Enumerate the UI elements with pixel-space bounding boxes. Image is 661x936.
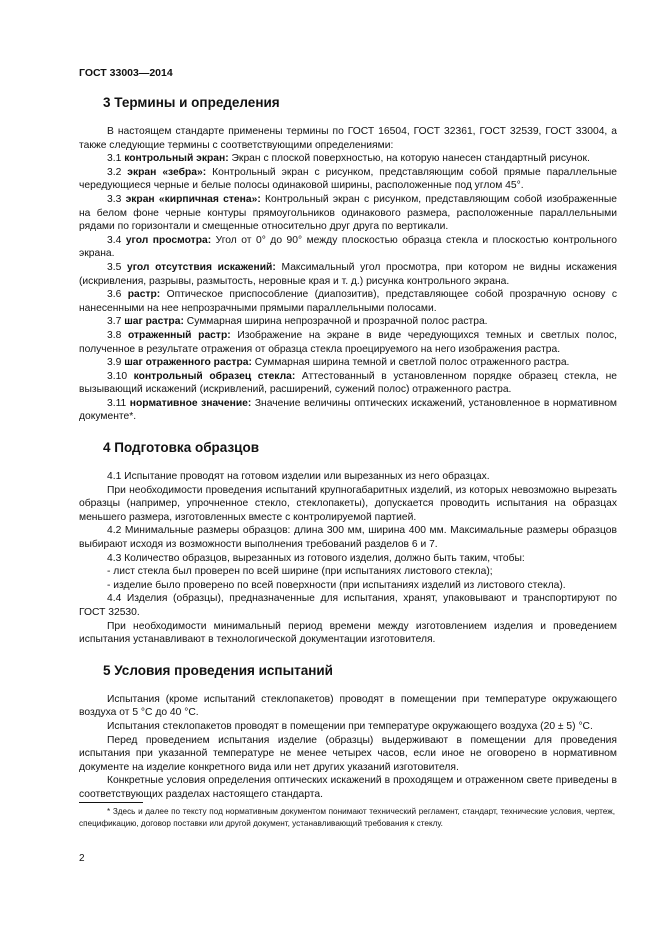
term-text: Контрольный экран с рисунком, представляющим собой изображенные на белом фоне черные контуры прямоугольников одинакового размера, расположенные параллельными рядами по горизонтали и смещенные относительно друг друга по вертикали. (79, 193, 617, 233)
section-3-intro: В настоящем стандарте применены термины по ГОСТ 16504, ГОСТ 32361, ГОСТ 32539, ГОСТ 33004, а также следующие термины с соответствующими определениями: (79, 126, 617, 151)
term-name: экран «зебра»: (127, 166, 207, 178)
term-number: 3.11 (107, 397, 130, 409)
term-definition (79, 166, 617, 193)
term-text: Изображение на экране в виде чередующихся темных и светлых полос, полученное в результате отражения от образца стекла проецируемого на него изображения растра. (79, 329, 617, 355)
section-5-paragraph: Испытания стеклопакетов проводят в помещении при температуре окружающего воздуха (20 ± 5) °С. (107, 720, 593, 732)
term-definition (79, 152, 617, 166)
term-number: 3.3 (107, 193, 126, 205)
term-name: экран «кирпичная стена»: (125, 193, 261, 205)
section-4-paragraph: 4.4 Изделия (образцы), предназначенные для испытания, хранят, упаковывают и транспортируют по ГОСТ 32530. (79, 593, 617, 618)
term-text: Контрольный экран с рисунком, представляющим собой прямые параллельные чередующиеся черные и белые полосы одинаковой ширины, расположенные под углом 45°. (79, 166, 617, 192)
term-text: Оптическое приспособление (диапозитив), представляющее собой прозрачную основу с нанесенными на нее непрозрачными прямыми параллельными полосами. (79, 289, 617, 314)
section-5-paragraph: Перед проведением испытания изделие (образцы) выдерживают в помещении для проведения испытания при указанной температуре не менее четырех часов, если иное не оговорено в нормативном документе на изделие конкретного вида или нет других указаний изготовителя. (79, 734, 617, 773)
term-name: отраженный растр: (127, 329, 231, 341)
term-definition (79, 261, 617, 288)
section-3 (79, 95, 617, 424)
term-number: 3.1 (107, 153, 125, 165)
term-name: шаг растра: (124, 316, 184, 328)
term-definition (79, 370, 617, 397)
term-number: 3.8 (107, 329, 128, 341)
section-4 (79, 440, 617, 647)
section-5 (79, 663, 617, 802)
section-4-paragraph: 4.1 Испытание проводят на готовом изделии или вырезанных из него образцах. (107, 471, 490, 483)
document-body (79, 95, 617, 802)
term-definition (79, 329, 617, 356)
term-text: Значение величины оптических искажений, установленное в нормативном документе*. (79, 397, 618, 423)
term-definition (79, 315, 617, 329)
term-text: Максимальный угол просмотра, при котором не видны искажения (искривления, разрывы, размытость, неровные края и т. д.) рисунка контрольного экрана. (79, 261, 617, 287)
section-4-paragraph: 4.2 Минимальные размеры образцов: длина 300 мм, ширина 400 мм. Максимальные размеры образцов выбирают исходя из возможности выполнения требований разделов 6 и 7. (79, 525, 617, 551)
section-3-title: 3 Термины и определения (103, 95, 280, 110)
section-4-paragraph: При необходимости минимальный период времени между изготовлением изделия и проведением испытания устанавливают в технологической документации изготовителя. (79, 620, 617, 646)
term-text: Суммарная ширина непрозрачной и прозрачной полос растра. (183, 316, 488, 328)
term-name: нормативное значение: (129, 397, 252, 409)
section-4-paragraph: 4.3 Количество образцов, вырезанных из готового изделия, должно быть таким, чтобы: (107, 552, 525, 564)
page-number: 2 (79, 853, 85, 864)
term-name: шаг отраженного растра: (124, 357, 252, 369)
footnote: * Здесь и далее по тексту под нормативным документом понимают технический регламент, стандарт, технические условия, чертеж, спецификацию, договор поставки или другой документ, устанавливающий требования к стеклу. (79, 807, 615, 828)
term-number: 3.5 (107, 261, 127, 273)
section-4-list-item: - лист стекла был проверен по всей ширине (при испытаниях листового стекла); (107, 566, 493, 578)
terms-list (79, 152, 617, 424)
footnote-divider (79, 802, 143, 803)
term-number: 3.9 (107, 357, 125, 369)
term-text: Угол от 0° до 90° между плоскостью образца стекла и плоскостью контрольного экрана. (79, 234, 617, 260)
term-definition (79, 193, 617, 234)
section-4-paragraph: При необходимости проведения испытаний крупногабаритных изделий, из которых невозможно вырезать образцы (например, упрочненное стекло, стеклопакеты), допускается проводить испытания на образцах меньшего размера, изготовленных вместе с контролируемой партией. (79, 484, 617, 523)
term-number: 3.10 (107, 370, 134, 382)
section-5-paragraph: Конкретные условия определения оптических искажений в проходящем и отраженном свете приведены в соответствующих разделах настоящего стандарта. (79, 775, 617, 800)
term-number: 3.7 (107, 316, 125, 328)
term-text: Экран с плоской поверхностью, на которую нанесен стандартный рисунок. (228, 153, 590, 165)
section-4-title: 4 Подготовка образцов (103, 440, 260, 456)
section-5-title: 5 Условия проведения испытаний (103, 662, 333, 678)
term-definition (79, 234, 617, 261)
term-number: 3.4 (107, 234, 126, 246)
term-name: растр: (127, 289, 161, 301)
section-4-list-item: - изделие было проверено по всей поверхности (при испытаниях изделий из листового стекла). (107, 579, 566, 591)
term-text: Суммарная ширина темной и светлой полос отраженного растра. (251, 357, 570, 369)
document-header: ГОСТ 33003—2014 (79, 67, 173, 79)
term-name: контрольный экран: (124, 153, 229, 165)
term-name: угол просмотра: (125, 234, 212, 246)
term-number: 3.2 (107, 166, 128, 178)
term-definition (79, 397, 617, 424)
term-definition (79, 356, 617, 370)
term-name: угол отсутствия искажений: (127, 261, 276, 273)
term-definition (79, 288, 617, 315)
term-text: Аттестованный в установленном порядке образец стекла, не вызывающий искажений (искривлений, расширений, сужений полос) отраженного растра. (79, 370, 617, 396)
term-name: контрольный образец стекла: (133, 370, 296, 382)
term-number: 3.6 (107, 289, 128, 301)
section-5-paragraph: Испытания (кроме испытаний стеклопакетов) проводят в помещении при температуре окружающего воздуха от 5 °С до 40 °С. (79, 693, 617, 719)
